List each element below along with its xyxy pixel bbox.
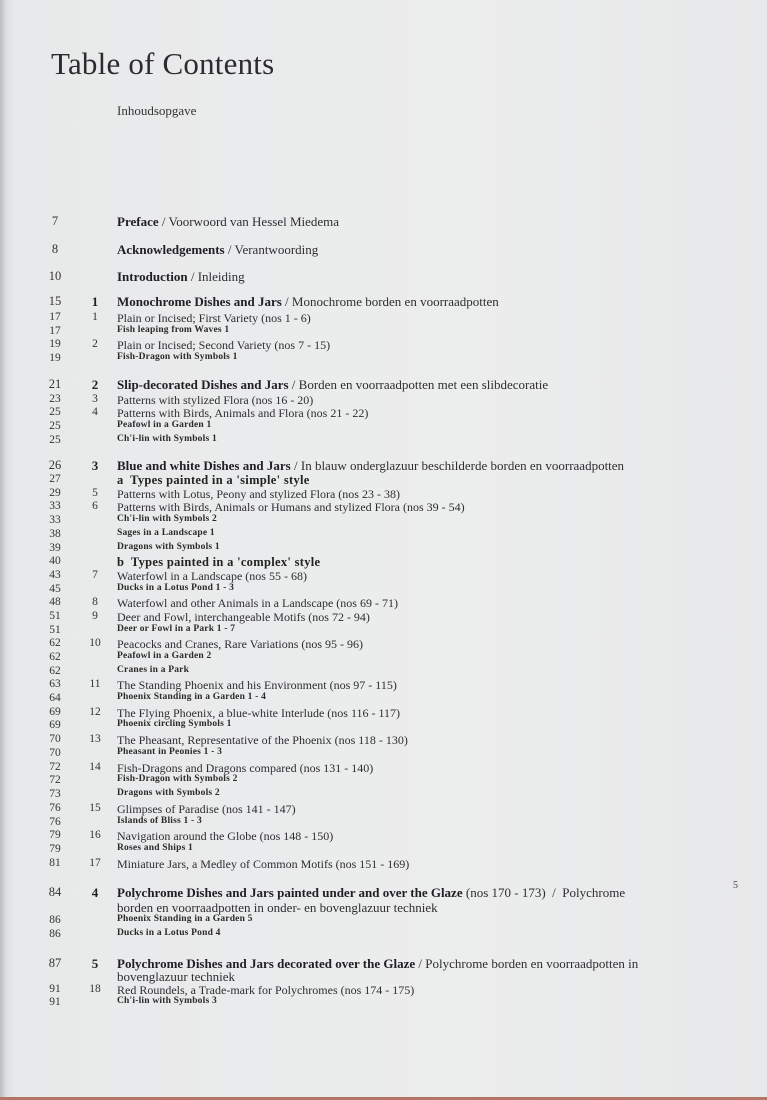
toc-page-number: 51 xyxy=(49,610,61,622)
toc-page-number: 72 xyxy=(49,774,61,786)
toc-title-separator: / xyxy=(288,377,299,392)
toc-subchapter-title: Red Roundels, a Trade-mark for Polychromes (nos 174 - 175) xyxy=(117,983,415,997)
toc-chapter-title-dutch: Polychrome borden en voorraadpotten in xyxy=(425,956,639,971)
toc-page-number: 62 xyxy=(49,637,61,649)
page-title: Table of Contents xyxy=(51,46,275,81)
toc-plate-entry: Islands of Bliss 1 - 3 xyxy=(117,816,202,826)
toc-title-separator: / xyxy=(415,956,426,971)
toc-page-number: 17 xyxy=(49,311,61,323)
toc-chapter-title-english: Blue and white Dishes and Jars xyxy=(117,458,291,473)
toc-chapter-title-english: Introduction xyxy=(117,269,188,284)
toc-page-number: 69 xyxy=(49,706,61,718)
toc-page-number: 29 xyxy=(49,487,61,499)
toc-page-number: 15 xyxy=(48,294,62,308)
toc-chapter-title xyxy=(117,885,625,901)
toc-chapter-title xyxy=(117,269,245,285)
toc-page-number: 79 xyxy=(49,829,61,841)
toc-chapter-title-dutch: Verantwoording xyxy=(234,242,319,257)
toc-chapter-title xyxy=(117,294,499,310)
toc-section-number: 10 xyxy=(89,637,101,649)
toc-section-number: 9 xyxy=(92,610,98,622)
toc-chapter-title-dutch: (nos 170 - 173) / Polychrome xyxy=(462,885,626,900)
toc-page-number: 86 xyxy=(49,914,61,926)
toc-section-number: 4 xyxy=(92,406,98,418)
toc-plate-entry: Ducks in a Lotus Pond 1 - 3 xyxy=(117,583,235,593)
toc-subchapter-title: Glimpses of Paradise (nos 141 - 147) xyxy=(117,802,296,816)
toc-chapter-title-dutch: Inleiding xyxy=(197,269,245,284)
toc-subchapter-title: Navigation around the Globe (nos 148 - 150) xyxy=(117,829,334,843)
toc-section-number: 1 xyxy=(92,311,98,323)
toc-subchapter-title: Deer and Fowl, interchangeable Motifs (nos 72 - 94) xyxy=(117,610,370,624)
toc-section-number: 17 xyxy=(89,857,101,869)
toc-section-number: 3 xyxy=(92,393,98,405)
toc-page-number: 33 xyxy=(49,514,61,526)
toc-chapter-title xyxy=(117,458,624,474)
toc-subchapter-title: Plain or Incised; First Variety (nos 1 - 6) xyxy=(117,311,311,325)
toc-title-separator: / xyxy=(158,214,169,229)
toc-section-number: 2 xyxy=(92,338,98,350)
toc-page-number: 21 xyxy=(48,377,62,391)
toc-plate-entry: Dragons with Symbols 1 xyxy=(117,542,220,552)
toc-subchapter-title: Waterfowl in a Landscape (nos 55 - 68) xyxy=(117,569,307,583)
toc-page-number: 76 xyxy=(49,816,61,828)
toc-plate-entry: Phoenix circling Symbols 1 xyxy=(117,719,232,729)
toc-section-number: 6 xyxy=(92,500,98,512)
toc-page-number: 40 xyxy=(49,555,61,567)
toc-subchapter-title: Patterns with Birds, Animals or Humans and stylized Flora (nos 39 - 54) xyxy=(117,500,465,514)
toc-title-separator: / xyxy=(187,269,198,284)
toc-page-number: 62 xyxy=(49,651,61,663)
toc-section-heading: b Types painted in a 'complex' style xyxy=(117,555,321,569)
toc-subchapter-title: The Pheasant, Representative of the Phoenix (nos 118 - 130) xyxy=(117,733,408,747)
toc-page-number: 48 xyxy=(49,596,61,608)
toc-subchapter-title: The Standing Phoenix and his Environment (nos 97 - 115) xyxy=(117,678,397,692)
toc-subchapter-title: Patterns with Lotus, Peony and stylized Flora (nos 23 - 38) xyxy=(117,487,400,501)
toc-page-number: 17 xyxy=(49,325,61,337)
toc-page-number: 43 xyxy=(49,569,61,581)
toc-plate-entry: Dragons with Symbols 2 xyxy=(117,788,220,798)
toc-page-number: 39 xyxy=(49,542,61,554)
toc-chapter-title-continuation: borden en voorraadpotten in onder- en bovenglazuur techniek xyxy=(117,900,438,915)
toc-page-number: 87 xyxy=(48,956,62,970)
toc-page-number: 70 xyxy=(49,733,61,745)
toc-section-number: 11 xyxy=(89,678,101,690)
toc-chapter-number: 4 xyxy=(91,885,99,900)
toc-plate-entry: Deer or Fowl in a Park 1 - 7 xyxy=(117,624,236,634)
toc-section-number: 5 xyxy=(92,487,98,499)
toc-title-separator: / xyxy=(224,242,235,257)
toc-page-number: 62 xyxy=(49,665,61,677)
toc-page-number: 51 xyxy=(49,624,61,636)
toc-chapter-title xyxy=(117,214,339,230)
toc-plate-entry: Fish leaping from Waves 1 xyxy=(117,325,230,335)
toc-chapter-number: 1 xyxy=(91,294,99,309)
toc-page-number: 23 xyxy=(49,393,61,405)
toc-page-number: 45 xyxy=(49,583,61,595)
toc-plate-entry: Ch'i-lin with Symbols 1 xyxy=(117,434,217,444)
toc-page-number: 72 xyxy=(49,761,61,773)
toc-chapter-title-dutch: Borden en voorraadpotten met een slibdecoratie xyxy=(298,377,549,392)
toc-section-number: 14 xyxy=(89,761,101,773)
toc-page-number: 7 xyxy=(51,214,59,228)
toc-page-number: 27 xyxy=(49,473,61,485)
toc-page-number: 86 xyxy=(49,928,61,940)
toc-plate-entry: Fish-Dragon with Symbols 2 xyxy=(117,774,238,784)
toc-page-number: 79 xyxy=(49,843,61,855)
toc-plate-entry: Ducks in a Lotus Pond 4 xyxy=(117,928,221,938)
toc-chapter-number: 5 xyxy=(91,956,99,971)
toc-section-number: 8 xyxy=(92,596,98,608)
toc-title-separator: / xyxy=(290,458,301,473)
toc-subchapter-title: The Flying Phoenix, a blue-white Interlude (nos 116 - 117) xyxy=(117,706,401,720)
toc-page-number: 25 xyxy=(49,420,61,432)
toc-chapter-title-english: Polychrome Dishes and Jars decorated over the Glaze xyxy=(117,956,416,971)
toc-chapter-title-english: Slip-decorated Dishes and Jars xyxy=(117,377,289,392)
toc-page-number: 76 xyxy=(49,802,61,814)
toc-chapter-title xyxy=(117,377,548,393)
toc-plate-entry: Phoenix Standing in a Garden 5 xyxy=(117,914,253,924)
toc-chapter-number: 2 xyxy=(91,377,99,392)
toc-chapter-title-english: Preface xyxy=(117,214,159,229)
toc-section-number: 12 xyxy=(89,706,101,718)
toc-section-number: 15 xyxy=(89,802,101,814)
toc-page-number: 64 xyxy=(49,692,61,704)
toc-subchapter-title: Patterns with Birds, Animals and Flora (nos 21 - 22) xyxy=(117,406,369,420)
toc-page-number: 63 xyxy=(49,678,61,690)
toc-chapter-title-dutch: Voorwoord van Hessel Miedema xyxy=(168,214,340,229)
toc-chapter-title-english: Acknowledgements xyxy=(117,242,225,257)
toc-page-number: 38 xyxy=(49,528,61,540)
toc-page-number: 70 xyxy=(49,747,61,759)
toc-plate-entry: Cranes in a Park xyxy=(117,665,190,675)
toc-page-number: 91 xyxy=(49,996,61,1008)
toc-page-number: 26 xyxy=(48,458,62,472)
toc-subchapter-title: Waterfowl and other Animals in a Landscape (nos 69 - 71) xyxy=(117,596,398,610)
toc-plate-entry: Fish-Dragon with Symbols 1 xyxy=(117,352,238,362)
toc-section-number: 18 xyxy=(89,983,101,995)
toc-page-number: 73 xyxy=(49,788,61,800)
toc-page-number: 10 xyxy=(48,269,62,283)
toc-subchapter-title: Fish-Dragons and Dragons compared (nos 131 - 140) xyxy=(117,761,374,775)
toc-chapter-title-dutch: In blauw onderglazuur beschilderde borden en voorraadpotten xyxy=(300,458,625,473)
toc-page-number: 69 xyxy=(49,719,61,731)
toc-plate-entry: Roses and Ships 1 xyxy=(117,843,193,853)
toc-plate-entry: Ch'i-lin with Symbols 2 xyxy=(117,514,217,524)
toc-section-number: 13 xyxy=(89,733,101,745)
toc-plate-entry: Ch'i-lin with Symbols 3 xyxy=(117,996,217,1006)
page-spine-shadow xyxy=(0,0,5,1100)
toc-chapter-number: 3 xyxy=(91,458,99,473)
toc-plate-entry: Pheasant in Peonies 1 - 3 xyxy=(117,747,223,757)
toc-section-number: 7 xyxy=(92,569,98,581)
toc-plate-entry: Sages in a Landscape 1 xyxy=(117,528,215,538)
toc-section-number: 16 xyxy=(89,829,101,841)
toc-chapter-title-continuation: bovenglazuur techniek xyxy=(117,969,236,984)
toc-page-number: 8 xyxy=(51,242,59,256)
page-number: 5 xyxy=(733,880,738,891)
toc-page-number: 33 xyxy=(49,500,61,512)
page-subtitle: Inhoudsopgave xyxy=(117,103,197,118)
toc-page-number: 25 xyxy=(49,406,61,418)
toc-title-separator: / xyxy=(281,294,292,309)
toc-chapter-title-english: Polychrome Dishes and Jars painted under and over the Glaze xyxy=(117,885,463,900)
toc-page-number: 91 xyxy=(49,983,61,995)
toc-page-number: 19 xyxy=(49,352,61,364)
toc-plate-entry: Phoenix Standing in a Garden 1 - 4 xyxy=(117,692,267,702)
toc-chapter-title xyxy=(117,242,318,258)
toc-page-number: 81 xyxy=(49,857,61,869)
toc-chapter-title-dutch: Monochrome borden en voorraadpotten xyxy=(291,294,499,309)
toc-subchapter-title: Plain or Incised; Second Variety (nos 7 - 15) xyxy=(117,338,331,352)
toc-plate-entry: Peafowl in a Garden 2 xyxy=(117,651,212,661)
toc-chapter-title-english: Monochrome Dishes and Jars xyxy=(117,294,282,309)
toc-plate-entry: Peafowl in a Garden 1 xyxy=(117,420,212,430)
toc-page-number: 84 xyxy=(48,885,62,899)
toc-section-heading: a Types painted in a 'simple' style xyxy=(117,473,310,487)
toc-page-number: 25 xyxy=(49,434,61,446)
toc-subchapter-title: Miniature Jars, a Medley of Common Motifs (nos 151 - 169) xyxy=(117,857,410,871)
toc-subchapter-title: Patterns with stylized Flora (nos 16 - 20) xyxy=(117,393,314,407)
toc-subchapter-title: Peacocks and Cranes, Rare Variations (nos 95 - 96) xyxy=(117,637,364,651)
toc-page-number: 19 xyxy=(49,338,61,350)
